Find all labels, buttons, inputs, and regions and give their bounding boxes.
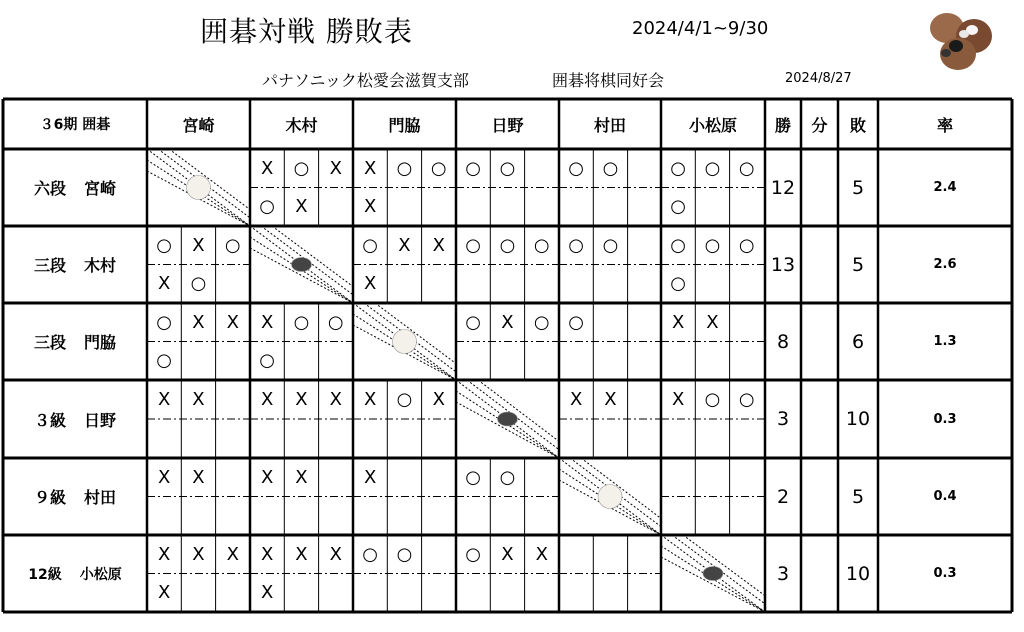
game-result: ○ [465,234,481,256]
game-result: ○ [190,273,207,295]
player-rank: ３級 [33,410,66,430]
loss-count: 5 [851,253,865,276]
game-result: ○ [465,157,481,179]
game-result: ○ [362,543,378,565]
game-result: X [157,466,171,488]
self-cell-hatch [272,226,353,287]
column-header: 小松原 [688,115,737,135]
white-stone-icon [187,176,211,200]
win-rate: 2.4 [933,180,957,195]
column-header: 木村 [285,115,318,135]
game-result: ○ [704,389,721,410]
win-count: 3 [776,408,790,430]
white-stone-icon [393,330,417,354]
player-name: 小松原 [79,566,122,583]
game-result: X [295,543,308,565]
draw-count [801,226,838,303]
win-rate: 2.6 [933,257,957,272]
game-result: X [671,389,685,410]
win-rate: 0.3 [933,566,957,581]
game-result: X [192,466,205,488]
player-label [3,226,147,303]
loss-count: 6 [851,330,865,353]
game-result: ○ [704,157,721,179]
game-result: X [535,543,548,565]
game-result: ○ [224,234,241,256]
period-range: 2024/4/1~9/30 [632,18,769,39]
loss-count: 5 [851,176,865,199]
game-result: ○ [568,311,584,333]
game-result: ○ [738,234,755,256]
game-result: ○ [156,350,172,372]
corner-label: ３6期 囲碁 [39,117,111,133]
game-result: ○ [293,157,310,179]
player-name: 宮崎 [84,179,117,198]
game-result: X [432,234,445,256]
game-result: X [501,311,514,333]
game-result: X [260,311,274,333]
draw-count [801,458,838,535]
player-label [3,458,147,535]
game-result: X [329,543,342,565]
game-result: ○ [533,311,550,333]
game-result: X [192,234,205,256]
win-count: 2 [776,485,790,508]
player-name: 木村 [84,256,117,275]
organization-name: パナソニック松愛会滋賀支部 [262,71,469,90]
game-result: X [260,543,274,565]
win-count: 12 [770,176,796,199]
game-result: X [501,543,514,565]
player-rank: 三段 [33,256,66,275]
game-result: X [295,389,308,410]
player-label [3,380,147,458]
club-name: 囲碁将棋同好会 [552,71,665,90]
loss-count: 10 [845,408,871,430]
game-result: ○ [670,234,686,256]
game-result: ○ [533,234,550,256]
player-rank: 12級 [28,566,62,583]
update-date: 2024/8/27 [785,71,852,86]
game-result: X [157,273,171,295]
game-result: X [157,389,171,410]
self-cell-hatch [456,402,559,458]
game-result: X [192,311,205,333]
game-result: ○ [499,157,516,179]
rate-header: 率 [936,115,953,135]
game-result: X [363,196,377,218]
loss-count: 10 [845,562,871,585]
self-cell-hatch [375,303,456,364]
game-result: ○ [327,311,344,333]
game-result: ○ [259,350,275,372]
column-header: 村田 [593,115,626,135]
game-result: X [295,196,308,218]
draw-count [801,535,838,612]
black-stone-icon [703,567,723,581]
win-count: 8 [776,330,790,353]
player-label [3,535,147,612]
player-rank: 六段 [33,179,66,198]
game-result: X [363,157,377,179]
column-header: 宮崎 [182,115,215,135]
game-result: X [192,543,205,565]
game-result: ○ [396,157,413,179]
game-result: X [604,389,617,410]
game-result: ○ [738,389,755,410]
column-header: 門脇 [388,115,421,135]
game-result: X [260,389,274,410]
game-result: ○ [670,157,686,179]
game-result: ○ [259,196,275,218]
player-name: 門脇 [84,333,117,352]
game-result: X [363,389,377,410]
loss-count: 5 [851,485,865,508]
game-result: ○ [396,389,413,410]
game-result: ○ [738,157,755,179]
game-result: X [260,466,274,488]
game-result: X [329,157,342,179]
game-result: X [157,543,171,565]
column-header: 日野 [491,115,524,135]
win-rate: 1.3 [933,334,957,349]
game-result: ○ [465,311,481,333]
player-label [3,303,147,380]
player-label [3,149,147,226]
black-stone-icon [498,412,518,426]
game-result: ○ [568,157,584,179]
game-result: X [157,582,171,604]
draw-header: 分 [811,115,828,135]
game-result: ○ [670,196,686,218]
player-rank: 三段 [33,333,66,352]
draw-count [801,149,838,226]
game-result: X [260,157,274,179]
draw-count [801,303,838,380]
game-result: X [398,234,411,256]
game-result: X [226,543,239,565]
game-result: ○ [156,234,172,256]
game-result: ○ [670,273,686,295]
self-cell-hatch [661,557,765,612]
self-cell-hatch [250,248,353,303]
loss-header: 敗 [849,115,866,135]
game-result: X [192,389,205,410]
game-result: ○ [568,234,584,256]
game-result: X [569,389,583,410]
game-result: ○ [430,157,447,179]
white-stone-icon [598,485,622,509]
game-result: X [260,582,274,604]
self-cell-hatch [169,149,250,210]
game-result: ○ [396,543,413,565]
game-result: X [671,311,685,333]
game-result: ○ [156,311,172,333]
game-result: X [363,273,377,295]
game-result: X [706,311,719,333]
game-result: ○ [499,234,516,256]
player-rank: ９級 [33,488,66,507]
game-result: X [226,311,239,333]
page-title: 囲碁対戦 勝敗表 [200,15,413,48]
game-result: ○ [499,466,516,488]
game-result: ○ [704,234,721,256]
game-result: X [295,466,308,488]
game-result: X [432,389,445,410]
win-count: 13 [770,253,796,276]
win-rate: 0.4 [933,489,957,504]
game-result: X [363,466,377,488]
draw-count [801,380,838,458]
game-result: X [329,389,342,410]
game-result: ○ [362,234,378,256]
player-name: 村田 [84,488,117,507]
game-result: ○ [465,466,481,488]
player-name: 日野 [84,410,117,430]
game-result: ○ [293,311,310,333]
self-cell-hatch [478,380,559,441]
win-count: 3 [776,562,790,585]
game-result: ○ [602,234,619,256]
black-stone-icon [292,258,312,272]
win-header: 勝 [774,115,791,135]
game-result: ○ [602,157,619,179]
win-rate: 0.3 [933,411,957,427]
self-cell-hatch [683,535,765,596]
game-result: ○ [465,543,481,565]
